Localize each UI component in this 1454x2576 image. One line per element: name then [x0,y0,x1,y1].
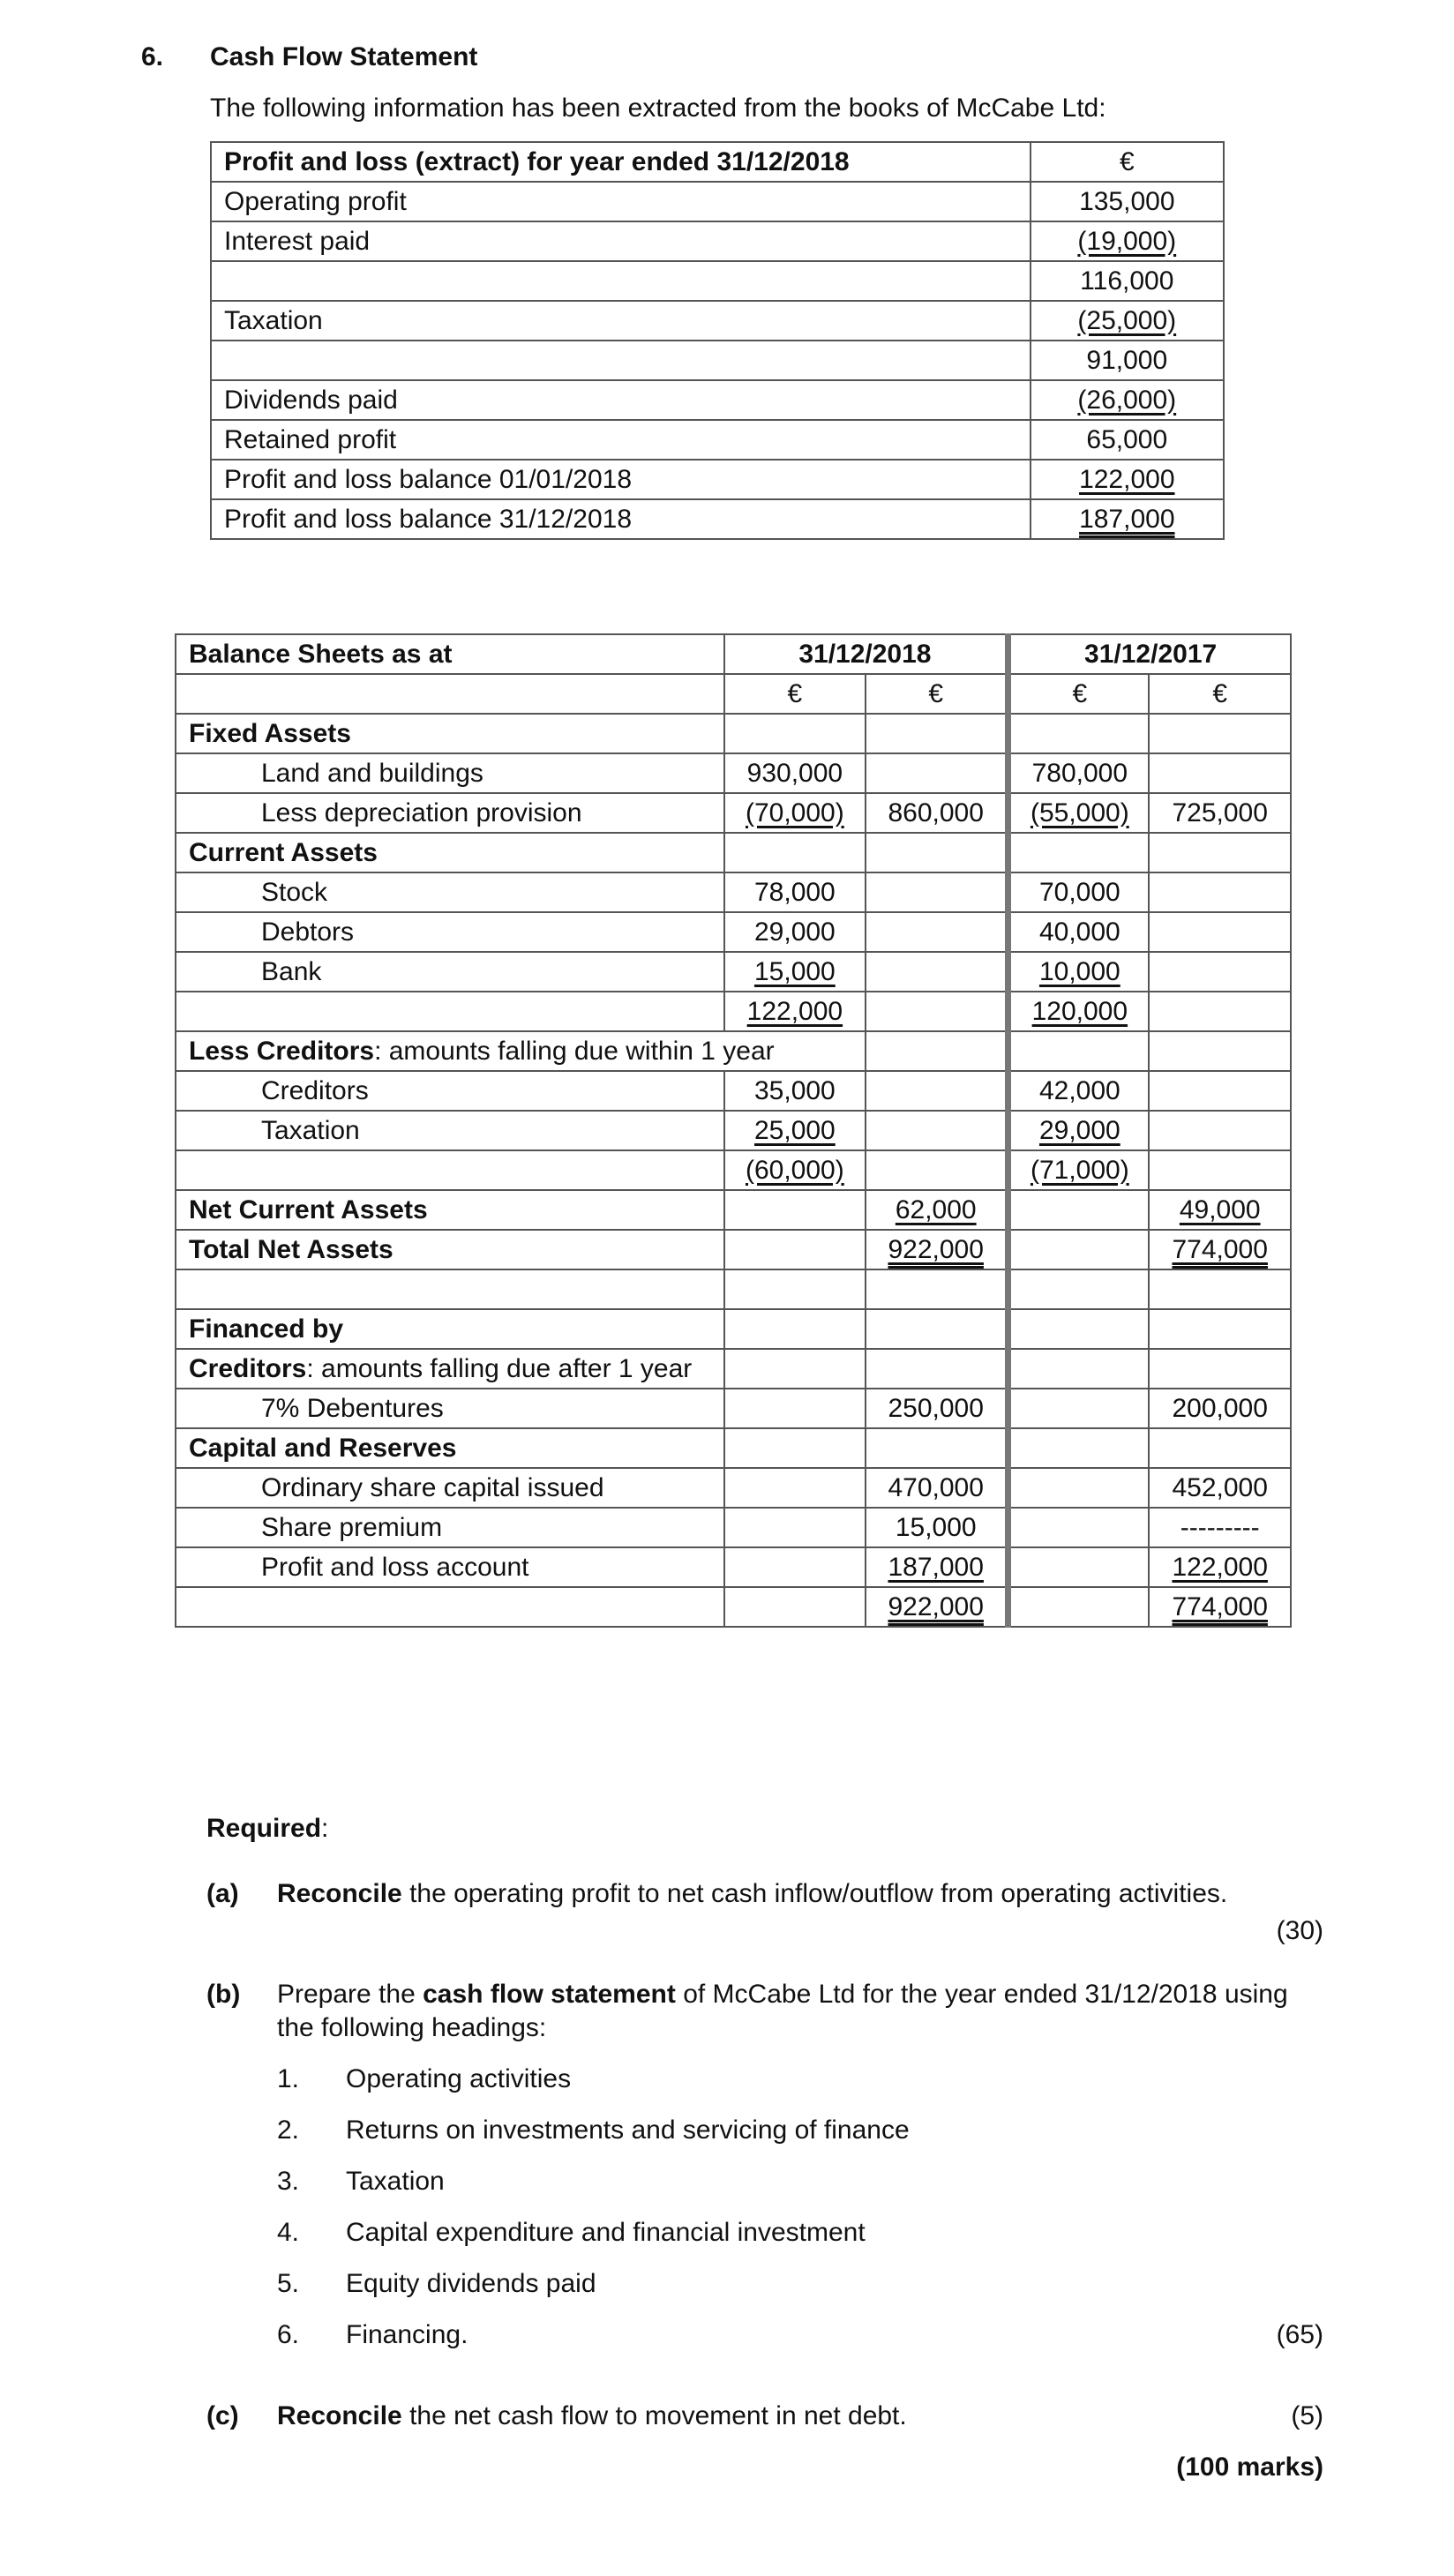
table-row [176,952,1291,992]
cell-value: 200,000 [1149,1389,1291,1428]
row-label: Creditors [176,1071,724,1111]
heading-item-number: 4. [277,2218,300,2247]
row-label: Net Current Assets [176,1190,724,1230]
row-label: Land and buildings [176,753,724,793]
total-marks: (100 marks) [1176,2452,1323,2482]
table-row [176,1428,1291,1468]
table-row [176,1349,1291,1389]
pl-row-value: 116,000 [1031,261,1224,301]
heading-item-text: Returns on investments and servicing of finance [346,2115,910,2145]
pl-row-value: 187,000 [1079,504,1175,534]
table-row [176,1190,1291,1230]
pl-row-value: 91,000 [1031,341,1224,380]
cell-value: 922,000 [888,1591,984,1621]
cell-value: 250,000 [866,1389,1008,1428]
cell-value: 774,000 [1172,1591,1268,1621]
row-label: Ordinary share capital issued [176,1468,724,1508]
section-heading: Less Creditors: amounts falling due within 1 year [176,1031,866,1071]
currency-symbol: € [1149,674,1291,714]
cell-value: (60,000) [745,1155,844,1185]
question-number: 6. [141,42,164,71]
cell-value: --------- [1149,1508,1291,1547]
part-a-label: (a) [206,1879,239,1908]
heading-item-number: 2. [277,2115,300,2145]
currency-symbol: € [724,674,866,714]
cell-value: 120,000 [1031,996,1128,1026]
balance-sheet-table [175,633,1292,1628]
heading-item-number: 1. [277,2064,300,2093]
table-row [211,221,1224,261]
cell-value: 725,000 [1149,793,1291,833]
pl-row-value: (25,000) [1077,305,1177,335]
table-row [176,1150,1291,1190]
part-c-label: (c) [206,2401,239,2430]
pl-row-value: 135,000 [1031,182,1224,221]
section-heading: Capital and Reserves [176,1428,724,1468]
bs-date-2018: 31/12/2018 [724,634,1008,674]
part-b-marks: (65) [1276,2320,1323,2349]
heading-item-number: 3. [277,2167,300,2196]
row-label: Profit and loss account [176,1547,724,1587]
table-row [176,1587,1291,1627]
cell-value: (71,000) [1030,1155,1129,1185]
row-label: Less depreciation provision [176,793,724,833]
cell-value: 29,000 [1038,1115,1120,1145]
required-heading: Required: [206,1814,329,1843]
cell-value: 10,000 [1038,956,1120,986]
table-row [176,1269,1291,1309]
cell-value: 62,000 [895,1194,977,1224]
bs-date-2017: 31/12/2017 [1008,634,1291,674]
heading-item-text: Taxation [346,2167,445,2196]
section-heading: Creditors: amounts falling due after 1 year [176,1349,724,1389]
table-row [211,380,1224,420]
cell-value: 930,000 [724,753,866,793]
cell-value: 187,000 [888,1552,984,1582]
table-row [176,1389,1291,1428]
cell-value: 922,000 [888,1234,984,1264]
cell-value: 774,000 [1172,1234,1268,1264]
table-row [176,1111,1291,1150]
cell-value: 470,000 [866,1468,1008,1508]
table-row [211,420,1224,460]
currency-symbol: € [1008,674,1150,714]
heading-item-number: 6. [277,2320,300,2349]
table-row [176,1071,1291,1111]
bs-title-row [176,634,1291,674]
pl-row-label: Profit and loss balance 31/12/2018 [211,499,1031,539]
table-row [176,1547,1291,1587]
bs-currency-row [176,674,1291,714]
pl-header-row [211,142,1224,182]
row-label: Taxation [176,1111,724,1150]
table-row [211,460,1224,499]
cell-value: 70,000 [1008,872,1150,912]
part-a-marks: (30) [1276,1916,1323,1945]
bs-title: Balance Sheets as at [176,634,724,674]
profit-loss-table [210,141,1225,540]
question-title: Cash Flow Statement [210,42,478,71]
cell-value: 42,000 [1008,1071,1150,1111]
cell-value: 78,000 [724,872,866,912]
table-row [176,1468,1291,1508]
cell-value: (70,000) [745,798,844,827]
table-row [176,1508,1291,1547]
pl-header-label: Profit and loss (extract) for year ended 31/12/2018 [211,142,1031,182]
table-row [176,833,1291,872]
pl-row-label: Operating profit [211,182,1031,221]
table-row [176,1309,1291,1349]
row-label: 7% Debentures [176,1389,724,1428]
pl-row-label [211,341,1031,380]
part-c-marks: (5) [1291,2401,1323,2430]
pl-header-currency: € [1031,142,1224,182]
cell-value: 780,000 [1008,753,1150,793]
table-row [176,912,1291,952]
cell-value: (55,000) [1030,798,1129,827]
intro-text: The following information has been extracted from the books of McCabe Ltd: [210,94,1106,123]
row-label: Stock [176,872,724,912]
pl-row-label: Taxation [211,301,1031,341]
cell-value: 860,000 [866,793,1008,833]
heading-item-text: Financing. [346,2320,468,2349]
pl-row-label: Profit and loss balance 01/01/2018 [211,460,1031,499]
part-c-text: Reconcile the net cash flow to movement in net debt. [277,2401,907,2430]
table-row [176,793,1291,833]
table-row [176,1230,1291,1269]
part-b-text-line2: the following headings: [277,2013,547,2042]
pl-row-value: 65,000 [1031,420,1224,460]
cell-value: 15,000 [866,1508,1008,1547]
row-label: Total Net Assets [176,1230,724,1269]
pl-row-value: (26,000) [1077,385,1177,415]
heading-item-number: 5. [277,2269,300,2298]
section-heading: Financed by [176,1309,724,1349]
heading-item-text: Capital expenditure and financial investment [346,2218,866,2247]
cell-value: 122,000 [746,996,843,1026]
part-b-label: (b) [206,1980,241,2009]
pl-row-value: (19,000) [1077,226,1177,256]
part-a-text: Reconcile the operating profit to net cash inflow/outflow from operating activities. [277,1879,1228,1908]
pl-row-label: Dividends paid [211,380,1031,420]
cell-value: 40,000 [1008,912,1150,952]
part-b-text: Prepare the cash flow statement of McCabe Ltd for the year ended 31/12/2018 using [277,1980,1288,2009]
section-heading: Fixed Assets [176,714,724,753]
table-row [176,1031,1291,1071]
row-label: Share premium [176,1508,724,1547]
table-row [176,753,1291,793]
table-row [211,301,1224,341]
heading-item-text: Operating activities [346,2064,572,2093]
section-heading: Current Assets [176,833,724,872]
pl-row-value: 122,000 [1079,464,1175,494]
table-row [176,992,1291,1031]
cell-value: 452,000 [1149,1468,1291,1508]
table-row [211,261,1224,301]
currency-symbol: € [866,674,1008,714]
cell-value: 122,000 [1172,1552,1268,1582]
cell-value: 35,000 [724,1071,866,1111]
cell-value: 49,000 [1179,1194,1261,1224]
cell-value: 29,000 [724,912,866,952]
pl-row-label: Retained profit [211,420,1031,460]
table-row [176,872,1291,912]
row-label: Debtors [176,912,724,952]
heading-item-text: Equity dividends paid [346,2269,596,2298]
pl-row-label: Interest paid [211,221,1031,261]
row-label: Bank [176,952,724,992]
pl-row-label [211,261,1031,301]
table-row [176,714,1291,753]
table-row [211,499,1224,539]
cell-value: 15,000 [753,956,836,986]
table-row [211,341,1224,380]
table-row [211,182,1224,221]
cell-value: 25,000 [753,1115,836,1145]
